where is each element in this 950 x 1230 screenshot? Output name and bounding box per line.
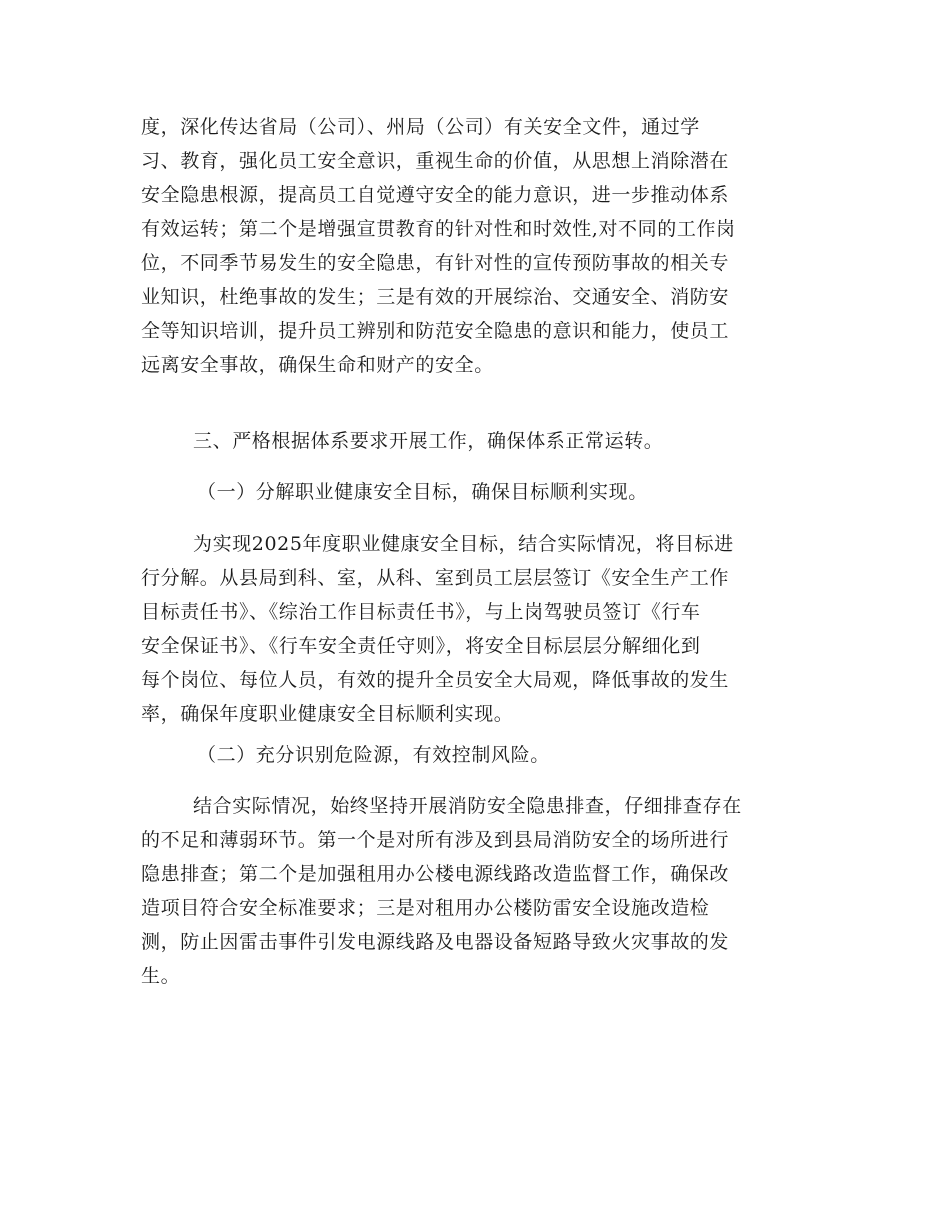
- paragraph-line: 生。: [141, 965, 181, 987]
- paragraph-line: 测，防止因雷击事件引发电源线路及电器设备短路导致火灾事故的发: [141, 931, 730, 953]
- paragraph-line: 行分解。从县局到科、室，从科、室到员工层层签订《安全生产工作: [141, 567, 730, 589]
- paragraph-line: 每个岗位、每位人员，有效的提升全员安全大局观，降低事故的发生: [141, 669, 730, 691]
- paragraph-line: 习、教育，强化员工安全意识，重视生命的价值，从思想上消除潜在: [141, 150, 730, 172]
- subsection-heading-2: （二）充分识别危险源，有效控制风险。: [197, 744, 550, 766]
- paragraph-line: 的不足和薄弱环节。第一个是对所有涉及到县局消防安全的场所进行: [141, 829, 730, 851]
- paragraph-line: 安全隐患根源，提高员工自觉遵守安全的能力意识，进一步推动体系: [141, 184, 730, 206]
- paragraph-safety-education: [141, 110, 811, 382]
- paragraph-line: 全等知识培训，提升员工辨别和防范安全隐患的意识和能力，使员工: [141, 320, 730, 342]
- paragraph-line: 远离安全事故，确保生命和财产的安全。: [141, 354, 494, 376]
- subsection-heading-1: （一）分解职业健康安全目标，确保目标顺利实现。: [197, 481, 648, 503]
- paragraph-line: 结合实际情况，始终坚持开展消防安全隐患排查，仔细排查存在: [193, 795, 742, 817]
- paragraph-line: 安全保证书》、《行车安全责任守则》，将安全目标层层分解细化到: [141, 635, 701, 657]
- paragraph-line: 为实现2025年度职业健康安全目标，结合实际情况，将目标进: [193, 533, 734, 555]
- paragraph-line: 造项目符合安全标准要求；三是对租用办公楼防雷安全设施改造检: [141, 897, 710, 919]
- paragraph-line: 有效运转；第二个是增强宣贯教育的针对性和时效性,对不同的工作岗: [141, 218, 736, 240]
- paragraph-hazard-identification: [141, 789, 811, 993]
- section-heading-3: 三、严格根据体系要求开展工作，确保体系正常运转。: [193, 430, 664, 452]
- paragraph-line: 业知识，杜绝事故的发生；三是有效的开展综治、交通安全、消防安: [141, 286, 730, 308]
- paragraph-line: 率，确保年度职业健康安全目标顺利实现。: [141, 703, 514, 725]
- paragraph-line: 隐患排查；第二个是加强租用办公楼电源线路改造监督工作，确保改: [141, 863, 730, 885]
- paragraph-line: 位，不同季节易发生的安全隐患，有针对性的宣传预防事故的相关专: [141, 252, 730, 274]
- paragraph-line: 目标责任书》、《综治工作目标责任书》，与上岗驾驶员签订《行车: [141, 601, 701, 623]
- paragraph-target-decomposition: [141, 527, 811, 731]
- paragraph-line: 度，深化传达省局（公司）、州局（公司）有关安全文件，通过学: [141, 116, 700, 138]
